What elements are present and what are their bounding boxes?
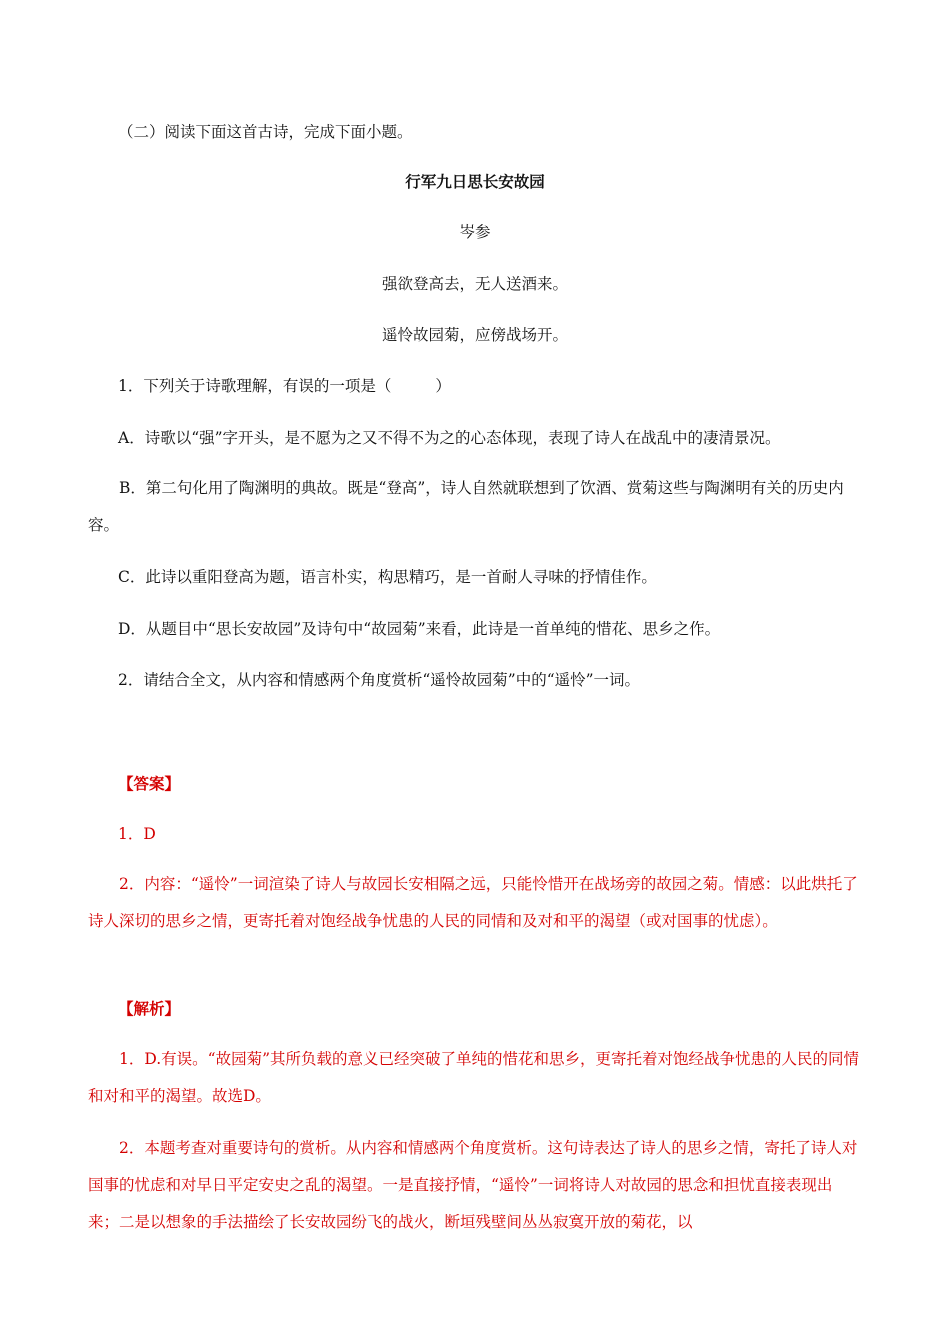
analysis-heading: 【解析】 [118, 1000, 181, 1018]
analysis-1: 1．D.有误。“故园菊”其所负载的意义已经突破了单纯的惜花和思乡，更寄托着对饱经战争忧患的人民的同情和对和平的渴望。故选D。 [88, 1050, 860, 1105]
answer-1: 1．D [118, 825, 156, 843]
question-2: 2．请结合全文，从内容和情感两个角度赏析“遥怜故园菊”中的“遥怜”一词。 [118, 671, 641, 689]
question-1-stem: 1．下列关于诗歌理解，有误的一项是（ [118, 377, 392, 395]
option-a: A．诗歌以“强”字开头，是不愿为之又不得不为之的心态体现，表现了诗人在战乱中的凄清景况。 [118, 429, 781, 447]
poem-line-2: 遥怜故园菊，应傍战场开。 [381, 326, 568, 344]
section-intro: （二）阅读下面这首古诗，完成下面小题。 [118, 123, 413, 141]
question-1 [118, 376, 451, 396]
option-c: C．此诗以重阳登高为题，语言朴实，构思精巧，是一首耐人寻味的抒情佳作。 [118, 568, 657, 586]
answer-2: 2．内容：“遥怜”一词渲染了诗人与故园长安相隔之远，只能怜惜开在战场旁的故园之菊。情感：以此烘托了诗人深切的思乡之情，更寄托着对饱经战争忧患的人民的同情和及对和平的渴望（或对国事的忧虑）。 [88, 875, 858, 930]
poem-line-1: 强欲登高去，无人送酒来。 [381, 275, 568, 293]
question-1-close: ） [435, 377, 451, 395]
poem-title: 行军九日思长安故园 [405, 173, 545, 191]
analysis-2: 2．本题考查对重要诗句的赏析。从内容和情感两个角度赏析。这句诗表达了诗人的思乡之情，寄托了诗人对国事的忧虑和对早日平定安史之乱的渴望。一是直接抒情，“遥怜”一词将诗人对故园的思念和担忧直接表现出来；二是以想象的手法描绘了长安故园纷飞的战火，断垣残壁间丛丛寂寞开放的菊花，以 [88, 1139, 858, 1231]
poem-author: 岑参 [459, 223, 491, 241]
option-d: D．从题目中“思长安故园”及诗句中“故园菊”来看，此诗是一首单纯的惜花、思乡之作。 [118, 620, 721, 638]
option-b: B．第二句化用了陶渊明的典故。既是“登高”，诗人自然就联想到了饮酒、赏菊这些与陶渊明有关的历史内容。 [88, 479, 844, 534]
answer-heading: 【答案】 [118, 775, 181, 793]
